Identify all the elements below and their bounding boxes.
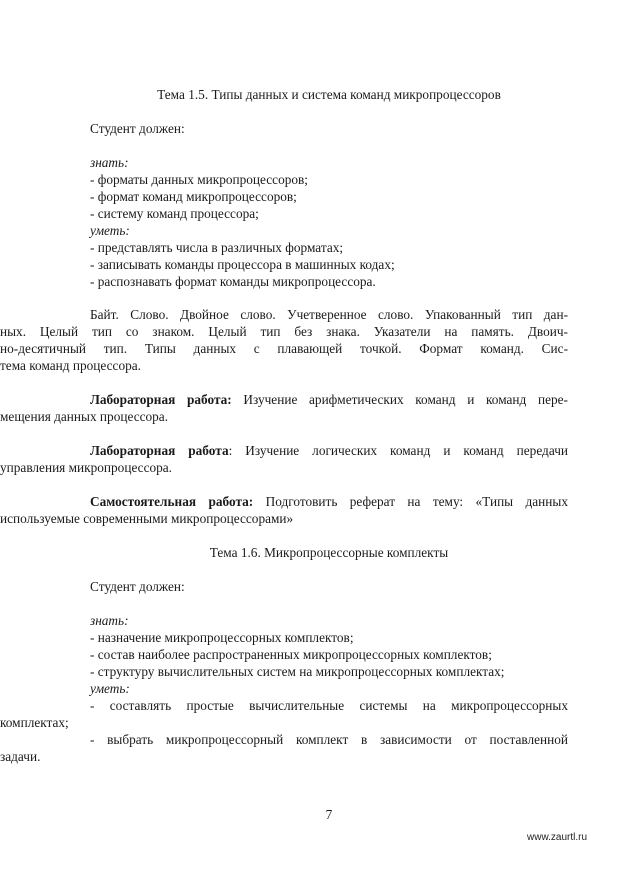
self-study-label: Самостоятельная работа: [90, 494, 254, 509]
know-item: - форматы данных микропроцессоров; [90, 172, 308, 187]
know-item: - структуру вычислительных систем на микропроцессорных комплектах; [90, 664, 505, 679]
topic-1-5-title: Тема 1.5. Типы данных и система команд микропроцессоров [157, 87, 501, 102]
able-item-cont: задачи. [0, 749, 41, 764]
know-label: знать: [90, 155, 129, 170]
lab-work-2-label: Лабораторная работа [90, 443, 229, 458]
content-line: ных. Целый тип со знаком. Целый тип без знака. Указатели на память. Двоич- [0, 324, 568, 339]
self-study-text: Подготовить реферат на тему: «Типы данных [253, 494, 568, 509]
able-item-cont: комплектах; [0, 715, 69, 730]
lab-work-1-line [90, 391, 568, 408]
know-label: знать: [90, 613, 129, 628]
content-line: Байт. Слово. Двойное слово. Учетверенное слово. Упакованный тип дан- [90, 307, 568, 322]
page-number: 7 [325, 807, 333, 822]
content-line: тема команд процессора. [0, 358, 141, 373]
able-label: уметь: [90, 681, 130, 696]
student-must-heading: Студент должен: [90, 579, 185, 594]
able-item: - записывать команды процессора в машинных кодах; [90, 257, 395, 272]
topic-1-6-title: Тема 1.6. Микропроцессорные комплекты [209, 545, 449, 560]
self-study-line2: используемые современными микропроцессорами» [0, 511, 294, 526]
student-must-heading: Студент должен: [90, 121, 185, 136]
able-item: - выбрать микропроцессорный комплект в зависимости от поставленной [90, 732, 568, 747]
lab-work-2-line [90, 442, 568, 459]
know-item: - назначение микропроцессорных комплектов; [90, 630, 354, 645]
lab-work-1-text: Изучение арифметических команд и команд пере- [231, 392, 568, 407]
lab-work-2-text: : Изучение логических команд и команд передачи [228, 443, 568, 458]
know-item: - состав наиболее распространенных микропроцессорных комплектов; [90, 647, 492, 662]
self-study-line [90, 493, 568, 510]
know-item: - формат команд микропроцессоров; [90, 189, 297, 204]
lab-work-1-label: Лабораторная работа: [90, 392, 232, 407]
lab-work-1-line2: мещения данных процессора. [0, 409, 169, 424]
lab-work-2-line2: управления микропроцессора. [0, 460, 173, 475]
site-watermark: www.zaurtl.ru [527, 832, 588, 843]
able-label: уметь: [90, 223, 130, 238]
able-item: - распознавать формат команды микропроцессора. [90, 274, 376, 289]
able-item: - составлять простые вычислительные системы на микропроцессорных [90, 698, 568, 713]
able-item: - представлять числа в различных форматах; [90, 240, 344, 255]
content-line: но-десятичный тип. Типы данных с плавающей точкой. Формат команд. Сис- [0, 341, 568, 356]
know-item: - систему команд процессора; [90, 206, 259, 221]
